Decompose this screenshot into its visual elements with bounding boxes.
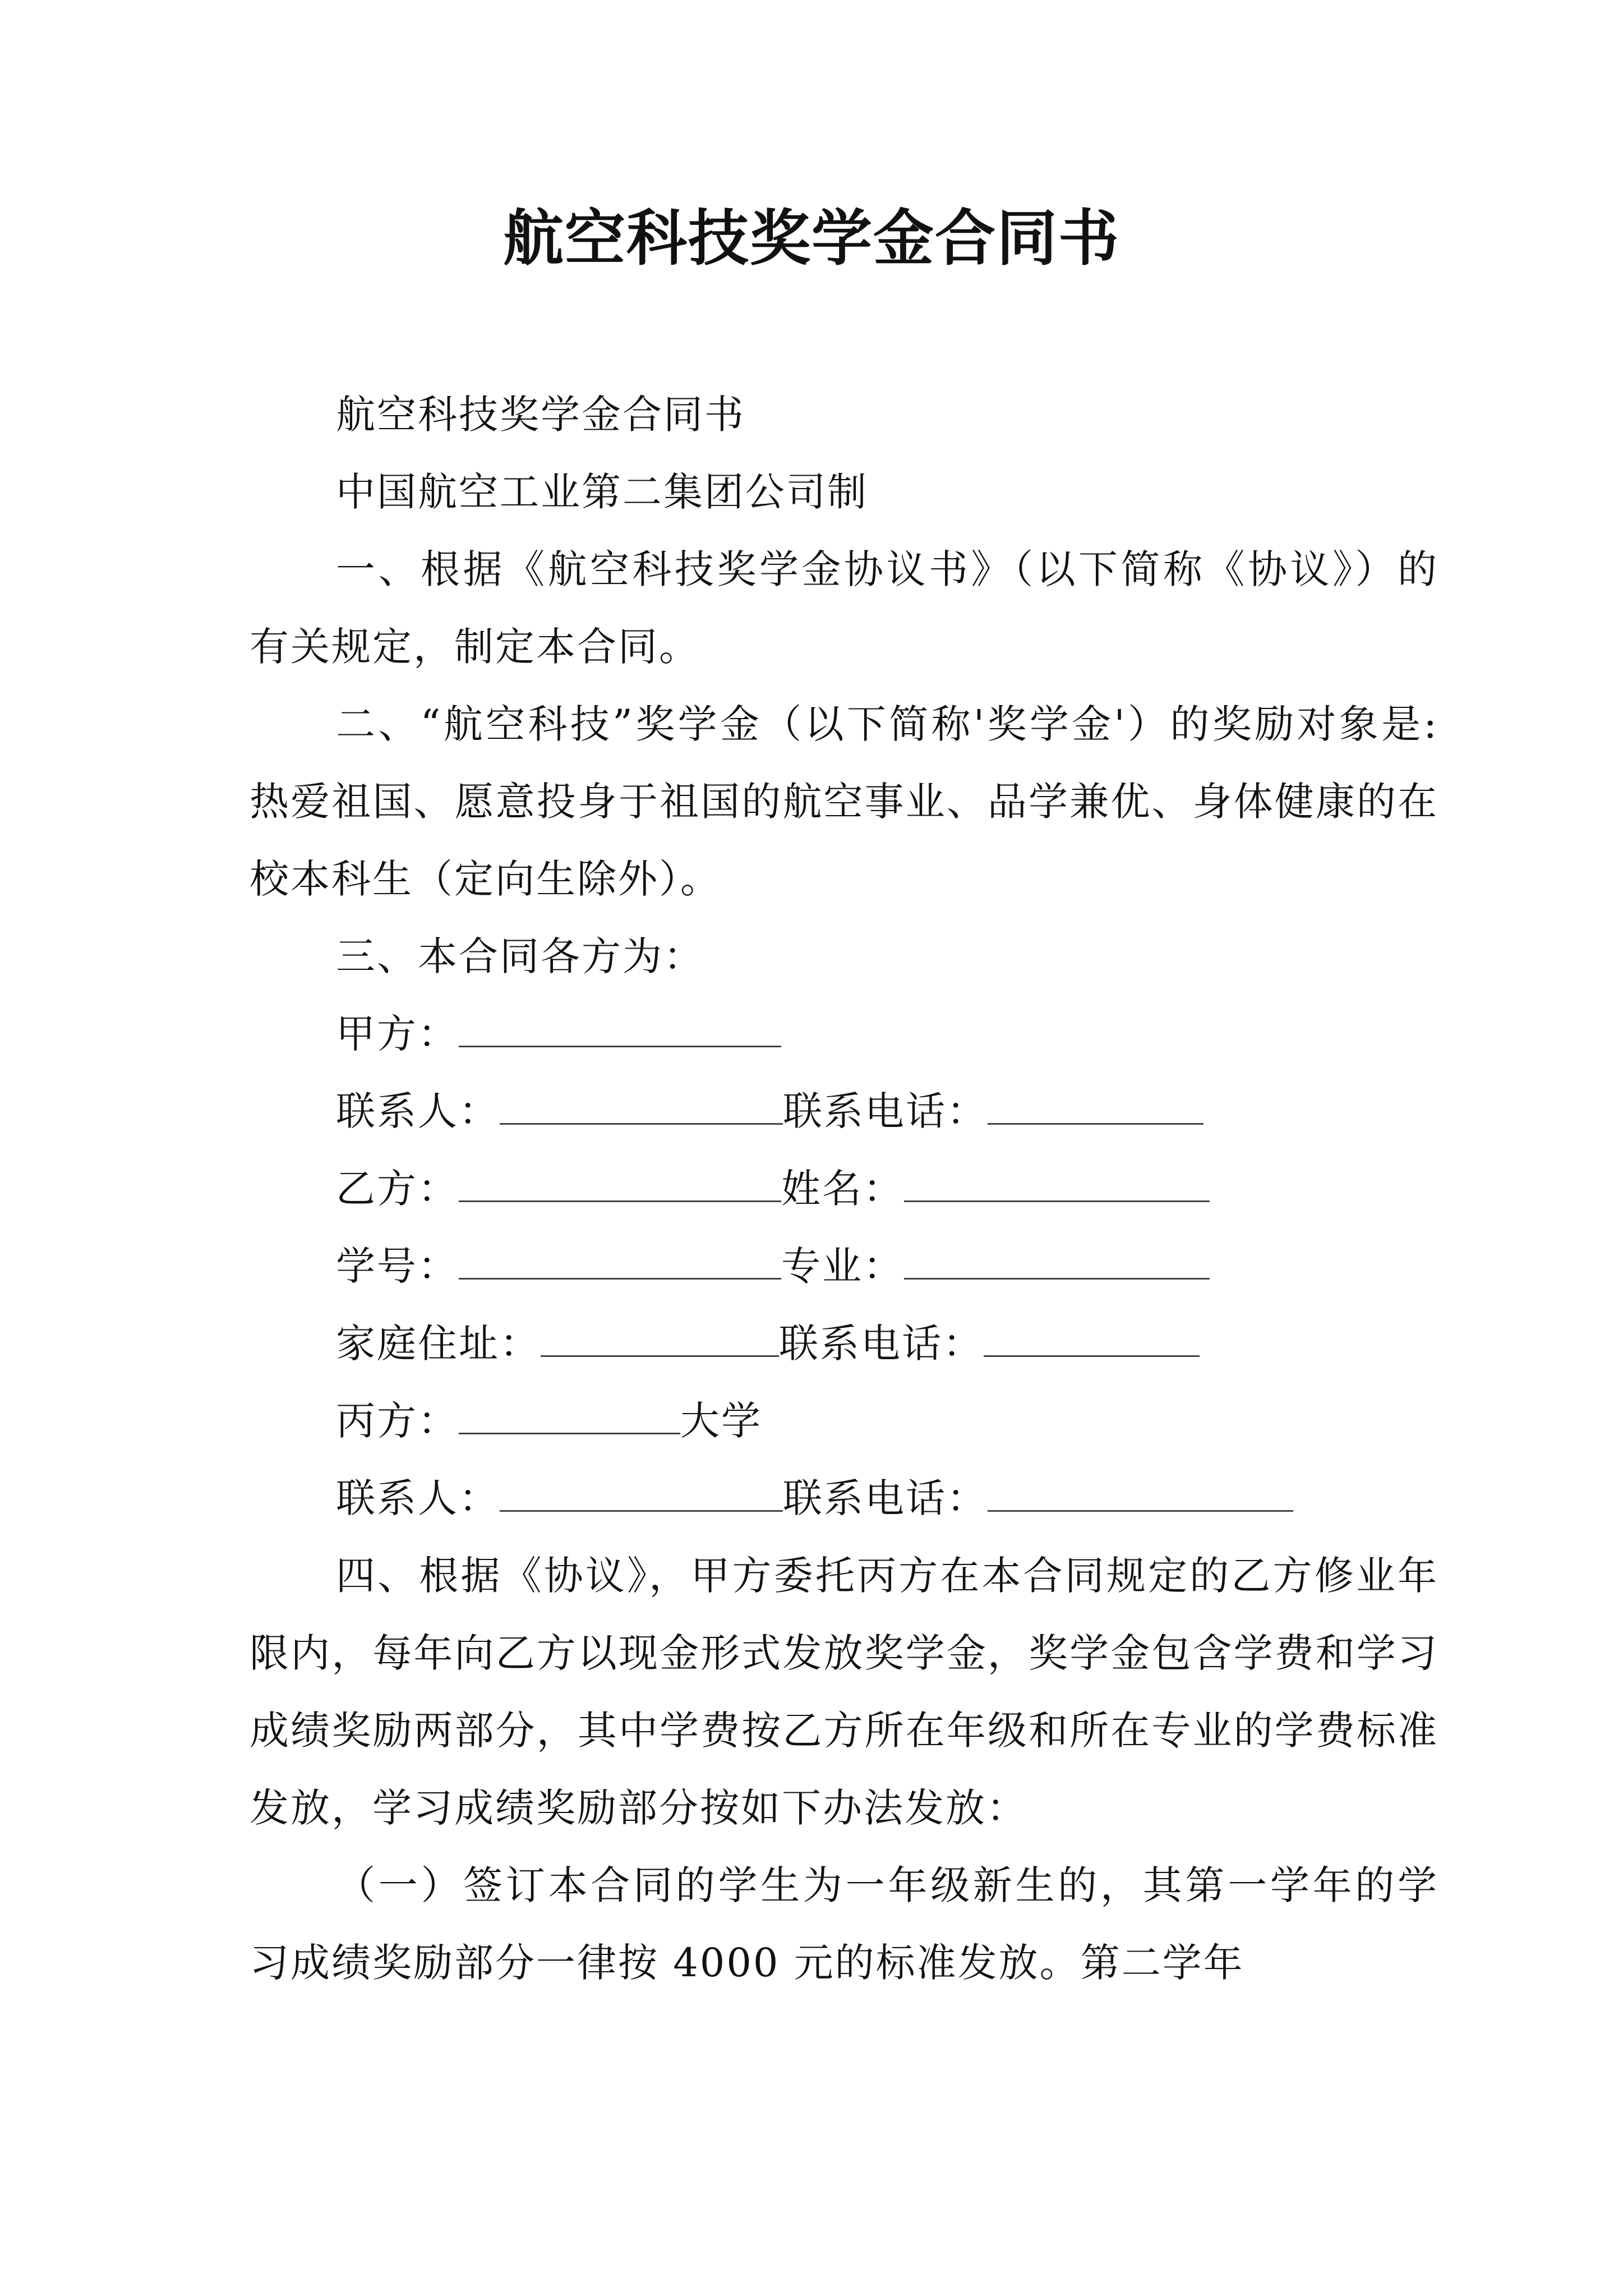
party-a-blank[interactable] — [459, 1012, 781, 1047]
student-id-line — [250, 1227, 1438, 1305]
name-blank[interactable] — [904, 1167, 1210, 1202]
clause-3: 三、本合同各方为： — [336, 933, 704, 979]
party-a-line — [250, 995, 1438, 1073]
party-c-label: 丙方： — [336, 1398, 459, 1444]
party-b-label: 乙方： — [336, 1166, 459, 1212]
contact-blank[interactable] — [500, 1476, 783, 1512]
party-b-line — [250, 1150, 1438, 1227]
clause-4: 四、根据《协议》，甲方委托丙方在本合同规定的乙方修业年限内，每年向乙方以现金形式发放奖学金，奖学金包含学费和学习成绩奖励两部分，其中学费按乙方所在年级和所在专业的学费标准发放，学习成绩奖励部分按如下办法发放： — [250, 1553, 1438, 1831]
major-label: 专业： — [781, 1243, 904, 1289]
university-blank[interactable] — [459, 1399, 680, 1434]
contact-blank[interactable] — [500, 1089, 783, 1125]
address-label: 家庭住址： — [336, 1320, 541, 1366]
party-c-contact-line — [250, 1460, 1438, 1537]
document-body — [250, 376, 1438, 2001]
party-a-contact-line — [250, 1073, 1438, 1150]
phone-label: 联系电话： — [783, 1475, 988, 1521]
contact-label: 联系人： — [336, 1088, 500, 1134]
clause-2: 二、“航空科技”奖学金（以下简称'奖学金'）的奖励对象是:热爱祖国、愿意投身于祖国的航空事业、品学兼优、身体健康的在校本科生（定向生除外）。 — [250, 701, 1438, 902]
contact-label: 联系人： — [336, 1475, 500, 1521]
phone-label: 联系电话： — [783, 1088, 988, 1134]
address-blank[interactable] — [541, 1322, 779, 1357]
university-label: 大学 — [680, 1398, 762, 1444]
phone-blank[interactable] — [988, 1089, 1204, 1125]
issuer-line: 中国航空工业第二集团公司制 — [336, 469, 868, 515]
clause-1: 一、根据《航空科技奖学金协议书》（以下简称《协议》）的有关规定，制定本合同。 — [250, 546, 1438, 670]
clause-4-item-1: （一）签订本合同的学生为一年级新生的，其第一学年的学习成绩奖励部分一律按 4000 元的标准发放。第二学年 — [250, 1862, 1438, 1986]
student-id-label: 学号： — [336, 1243, 459, 1289]
phone-label: 联系电话： — [779, 1320, 984, 1366]
party-b-blank[interactable] — [459, 1167, 781, 1202]
subtitle-line: 航空科技奖学金合同书 — [336, 392, 745, 438]
party-a-label: 甲方： — [336, 1011, 459, 1057]
party-c-line — [250, 1382, 1438, 1460]
major-blank[interactable] — [904, 1244, 1210, 1280]
phone-blank[interactable] — [988, 1476, 1293, 1512]
phone-blank[interactable] — [984, 1322, 1200, 1357]
document-title: 航空科技奖学金合同书 — [502, 203, 1120, 274]
student-id-blank[interactable] — [459, 1244, 781, 1280]
address-line — [250, 1305, 1438, 1382]
name-label: 姓名： — [781, 1166, 904, 1212]
